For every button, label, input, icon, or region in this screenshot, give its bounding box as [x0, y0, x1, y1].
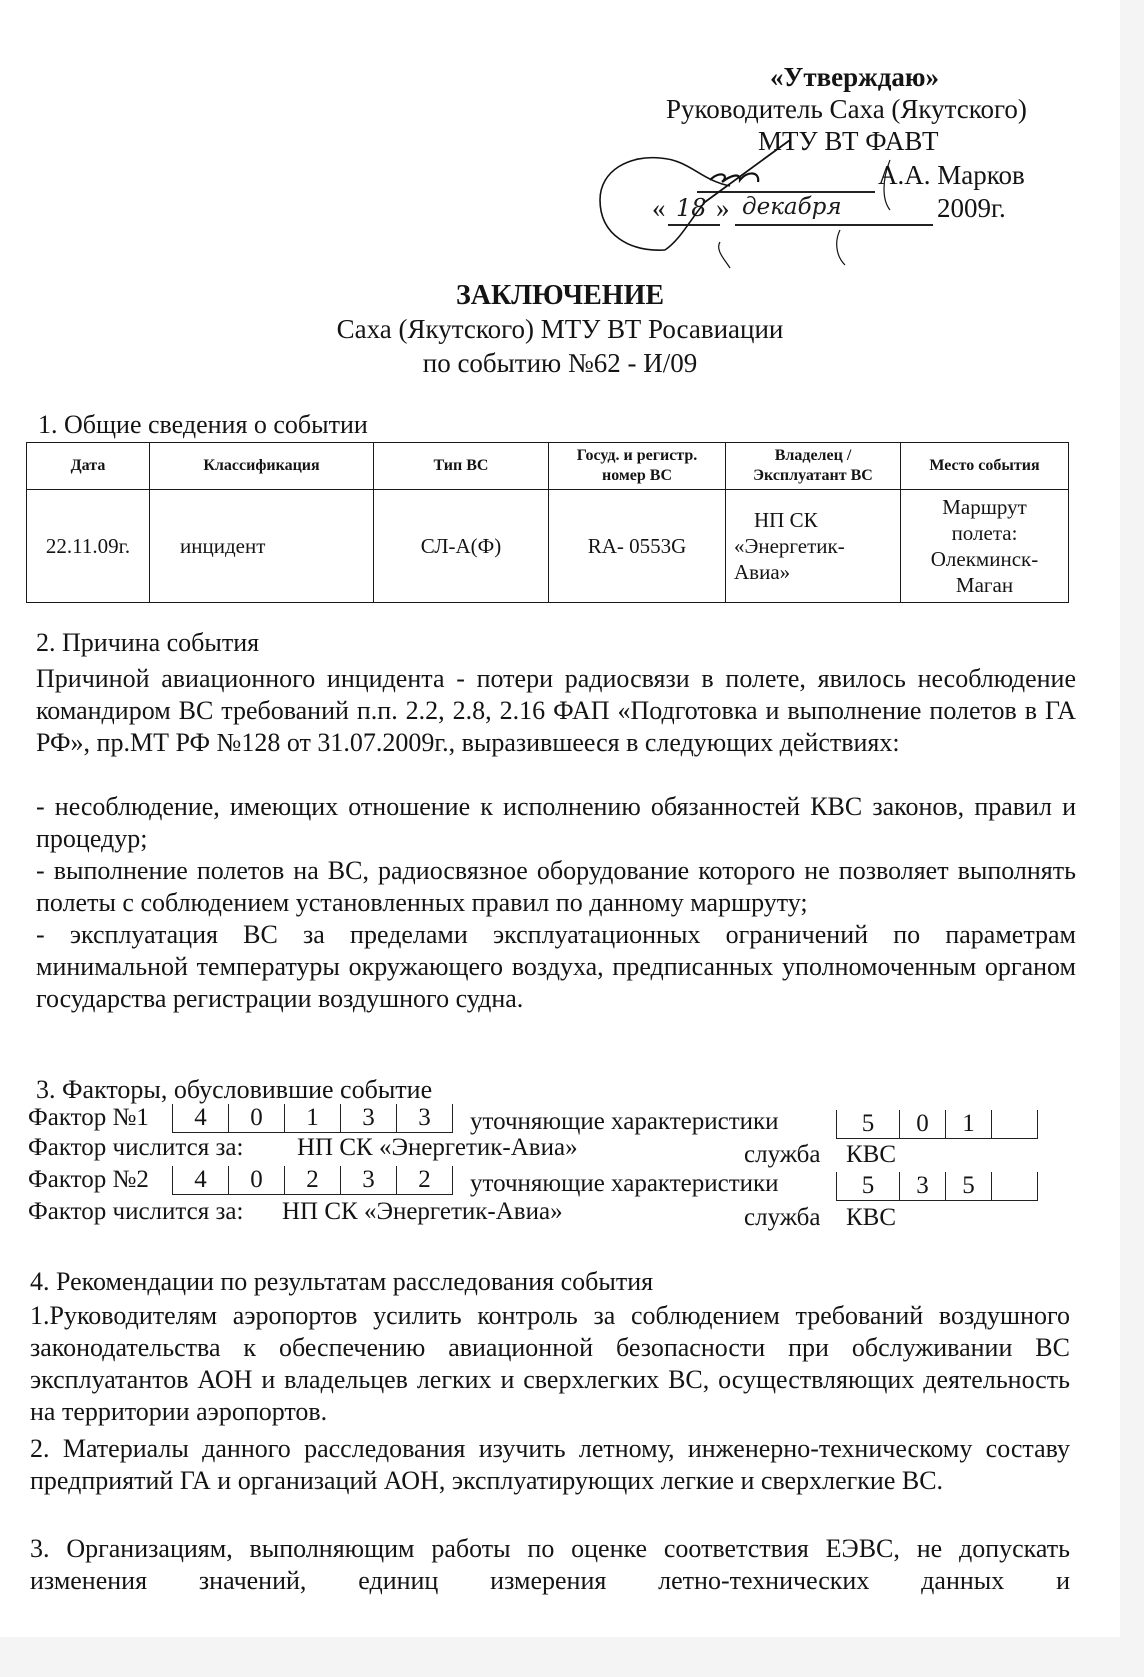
col-header-owner: Владелец / Эксплуатант ВС — [726, 443, 901, 490]
factor1-clarifying-digit: 5 — [837, 1110, 900, 1138]
factor2-clarifying-digit: 3 — [900, 1172, 946, 1200]
col-header-aircraft-type: Тип ВС — [374, 443, 549, 490]
factor1-clarifying-label: уточняющие характеристики — [470, 1108, 779, 1135]
approver-name: А.А. Марков — [878, 160, 1025, 190]
col-header-registration: Госуд. и регистр. номер ВС — [549, 443, 726, 490]
factor2-code-digit: 2 — [397, 1166, 453, 1194]
factor1-organization: НП СК «Энергетик-Авиа» — [297, 1134, 578, 1161]
factor2-organization: НП СК «Энергетик-Авиа» — [282, 1198, 563, 1225]
cell-registration: RA- 0553G — [549, 490, 726, 603]
date-year: 2009г. — [937, 193, 1006, 223]
factor1-code-digit: 1 — [285, 1104, 341, 1132]
date-month-handwritten: декабря — [742, 194, 842, 220]
factor1-clarifying-digit — [992, 1110, 1038, 1138]
factor2-clarifying-digit: 5 — [946, 1172, 992, 1200]
factor1-code-digit: 4 — [173, 1104, 229, 1132]
factor2-clarifying-digit — [992, 1172, 1038, 1200]
place-line3: Олекминск- — [930, 547, 1039, 571]
cause-paragraph: Причиной авиационного инцидента - потери радиосвязи в полете, явилось несоблюдение командиром ВС требований п.п. 2.2, 2.8, 2.16 ФАП «Подготовка и выполнение полетов в ГА РФ», пр.МТ РФ №128 от 31.07.2009г., выразившееся в следующих действиях: — [36, 664, 1076, 757]
factor2-code — [172, 1166, 453, 1195]
place-line1: Маршрут — [942, 494, 1027, 519]
event-reference: по событию №62 - И/09 — [422, 348, 698, 378]
factor2-clarifying-code — [836, 1172, 1038, 1201]
cell-aircraft-type: СЛ-А(Ф) — [374, 490, 549, 603]
approval-position-line2: МТУ ВТ ФАВТ — [758, 126, 939, 156]
factor2-code-digit: 0 — [229, 1166, 285, 1194]
cell-place — [901, 490, 1069, 603]
factor2-clarifying-digit: 5 — [837, 1172, 900, 1200]
section1-heading: 1. Общие сведения о событии — [38, 410, 368, 439]
cell-date: 22.11.09г. — [27, 490, 150, 603]
factor2-attributed-label: Фактор числится за: — [28, 1198, 244, 1225]
table-row — [27, 490, 1069, 603]
factor1-clarifying-digit: 0 — [900, 1110, 946, 1138]
signature-icon — [590, 140, 920, 270]
section3-heading: 3. Факторы, обусловившие событие — [36, 1075, 433, 1104]
place-line4: Маган — [955, 573, 1014, 598]
factor1-service-label: служба — [744, 1141, 821, 1168]
cell-owner — [726, 490, 901, 603]
owner-line3: Авиа» — [734, 560, 791, 585]
factor2-code-digit: 2 — [285, 1166, 341, 1194]
cell-classification: инцидент — [150, 490, 374, 603]
cause-item-2: - выполнение полетов на ВС, радиосвязное оборудование которого не позволяет выполнять полеты с соблюдением установленных правил по данному маршруту; — [36, 856, 1076, 917]
approval-position-line1: Руководитель Саха (Якутского) — [666, 94, 1027, 124]
cause-item-3: - эксплуатация ВС за пределами эксплуатационных ограничений по параметрам минимальной температуры окружающего воздуха, предписанных уполномоченным органом государства регистрации воздушного судна. — [36, 920, 1076, 1013]
owner-line1: НП СК — [754, 507, 818, 532]
factor1-attributed-label: Фактор числится за: — [28, 1134, 244, 1161]
document-subtitle: Саха (Якутского) МТУ ВТ Росавиации — [336, 314, 784, 344]
factor2-label: Фактор №2 — [28, 1166, 149, 1193]
recommendation-2: 2. Материалы данного расследования изучить летному, инженерно-техническому составу предприятий ГА и организаций АОН, эксплуатирующих легкие и сверхлегкие ВС. — [30, 1434, 1070, 1495]
date-close-quote: » — [716, 193, 730, 223]
col-header-place: Место события — [901, 443, 1069, 490]
factor2-service-label: служба — [744, 1204, 821, 1231]
document-title: ЗАКЛЮЧЕНИЕ — [455, 280, 665, 311]
recommendation-3: 3. Организациям, выполняющим работы по оценке соответствия ЕЭВС, не допускать изменения значений, единиц измерения летно-технических данных и — [30, 1534, 1070, 1595]
date-open-quote: « — [652, 193, 666, 223]
table-header-row — [27, 443, 1069, 490]
owner-line2: «Энергетик- — [734, 533, 845, 558]
date-day-handwritten: 18 — [676, 194, 707, 222]
factor1-clarifying-code — [836, 1110, 1038, 1139]
factor2-clarifying-label: уточняющие характеристики — [470, 1170, 779, 1197]
approval-title: «Утверждаю» — [770, 62, 940, 92]
factor1-code-digit: 3 — [397, 1104, 453, 1132]
recommendation-1: 1.Руководителям аэропортов усилить контроль за соблюдением требований воздушного законодательства к обеспечению авиационной безопасности при обслуживании ВС эксплуатантов АОН и владельцев легких и сверхлегких ВС, осуществляющих деятельность на территории аэропортов. — [30, 1301, 1070, 1426]
cause-item-1: - несоблюдение, имеющих отношение к исполнению обязанностей КВС законов, правил и процедур; — [36, 792, 1076, 853]
factor1-service: КВС — [846, 1141, 897, 1168]
section2-heading: 2. Причина события — [36, 628, 260, 657]
factor1-code — [172, 1104, 453, 1133]
col-header-classification: Классификация — [150, 443, 374, 490]
factor2-service: КВС — [846, 1204, 897, 1231]
factor2-code-digit: 4 — [173, 1166, 229, 1194]
col-header-date: Дата — [27, 443, 150, 490]
place-line2: полета: — [951, 520, 1018, 545]
factor1-code-digit: 3 — [341, 1104, 397, 1132]
event-info-table — [26, 442, 1069, 603]
section4-heading: 4. Рекомендации по результатам расследования события — [30, 1267, 654, 1296]
factor2-code-digit: 3 — [341, 1166, 397, 1194]
factor1-clarifying-digit: 1 — [946, 1110, 992, 1138]
factor1-label: Фактор №1 — [28, 1104, 149, 1131]
factor1-code-digit: 0 — [229, 1104, 285, 1132]
